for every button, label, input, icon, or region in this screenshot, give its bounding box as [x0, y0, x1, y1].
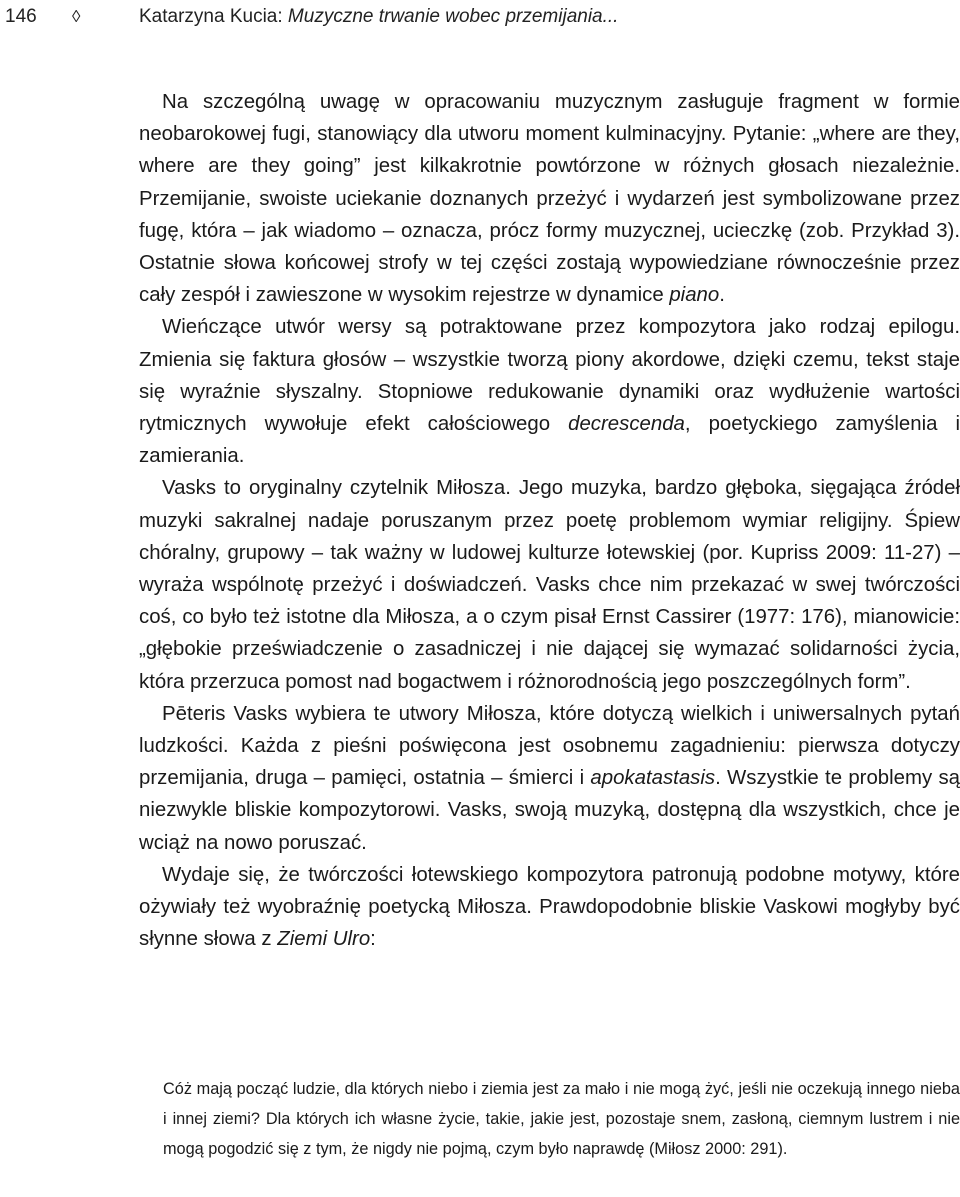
paragraph-2 [139, 311, 960, 472]
paragraph-4-italic: apokatastasis [590, 767, 716, 790]
paragraph-2-end: , poetyckiego zamyślenia i zamierania. [139, 413, 960, 468]
running-header [0, 6, 960, 28]
header-title: Muzyczne trwanie wobec przemijania... [287, 6, 619, 27]
block-quote-text: Cóż mają począć ludzie, dla których niebo i ziemia jest za mało i nie mogą żyć, jeśli nie oczekują innego nieba i innej ziemi? Dla których ich własne życie, takie, jakie jest, pozostaje snem, zasłoną, ciemnym lustrem i nie mogą pogodzić się z tym, że nigdy nie pojmą, czym było naprawdę (Miłosz 2000: 291). [163, 1080, 960, 1158]
paragraph-1-italic: piano [669, 284, 720, 307]
paragraph-3: Vasks to oryginalny czytelnik Miłosza. Jego muzyka, bardzo głęboka, sięgająca źródeł muzyki sakralnej nadaje poruszanym przez poetę problemom wymiar religijny. Śpiew chóralny, grupowy – tak ważny w ludowej kulturze łotewskiej (por. Kupriss 2009: 11-27) – wyraża wspólnotę przeżyć i doświadczeń. Vasks chce nim przekazać w swej twórczości coś, co było też istotne dla Miłosza, a o czym pisał Ernst Cassirer (1977: 176), mianowicie: „głębokie przeświadczenie o zasadniczej i nie dającej się wymazać solidarności życia, która przerzuca pomost nad bogactwem i różnorodnością jego poszczególnych form”. [139, 477, 960, 693]
page-number: 146 [5, 6, 37, 27]
diamond-separator-icon: ◊ [72, 7, 81, 26]
main-text [139, 86, 960, 955]
block-quote [163, 1075, 960, 1164]
header-author: Katarzyna Kucia: [139, 6, 288, 27]
paragraph-2-italic: decrescenda [568, 413, 685, 436]
paragraph-4 [139, 698, 960, 859]
paragraph-1 [139, 86, 960, 311]
paragraph-5-text: Wydaje się, że twórczości łotewskiego kompozytora patronują podobne motywy, które ożywiały też wyobraźnię poetycką Miłosza. Prawdopodobnie bliskie Vaskowi mogłyby być słynne słowa z [139, 863, 960, 951]
paragraph-4-text: Pēteris Vasks wybiera te utwory Miłosza, które dotyczą wielkich i uniwersalnych pytań ludzkości. Każda z pieśni poświęcona jest osobnemu zagadnieniu: pierwsza dotyczy przemijania, druga – pamięci, ostatnia – śmierci i [139, 702, 960, 790]
paragraph-1-end: . [719, 284, 725, 307]
paragraph-5 [139, 859, 960, 956]
paragraph-4-end: . Wszystkie te problemy są niezwykle bliskie kompozytorowi. Vasks, swoją muzyką, dostępną dla wszystkich, chce je wciąż na nowo poruszać. [139, 767, 960, 854]
paragraph-2-text: Wieńczące utwór wersy są potraktowane przez kompozytora jako rodzaj epilogu. Zmienia się faktura głosów – wszystkie tworzą piony akordowe, dzięki czemu, tekst staje się wyraźnie słyszalny. Stopniowe redukowanie dynamiki oraz wydłużenie wartości rytmicznych wywołuje efekt całościowego [139, 316, 960, 436]
paragraph-5-end: : [370, 928, 376, 951]
running-title [139, 6, 618, 28]
paragraph-1-text: Na szczególną uwagę w opracowaniu muzycznym zasługuje fragment w formie neobarokowej fugi, stanowiący dla utworu moment kulminacyjny. Pytanie: „where are they, where are they going” jest kilkakrotnie powtórzone w różnych głosach niezależnie. Przemijanie, swoiste uciekanie doznanych przeżyć i wydarzeń jest symbolizowane przez fugę, która – jak wiadomo – oznacza, prócz formy muzycznej, ucieczkę (zob. Przykład 3). Ostatnie słowa końcowej strofy w tej części zostają wypowiedziane równocześnie przez cały zespół i zawieszone w wysokim rejestrze w dynamice [139, 91, 960, 307]
paragraph-5-italic: Ziemi Ulro [277, 928, 371, 951]
